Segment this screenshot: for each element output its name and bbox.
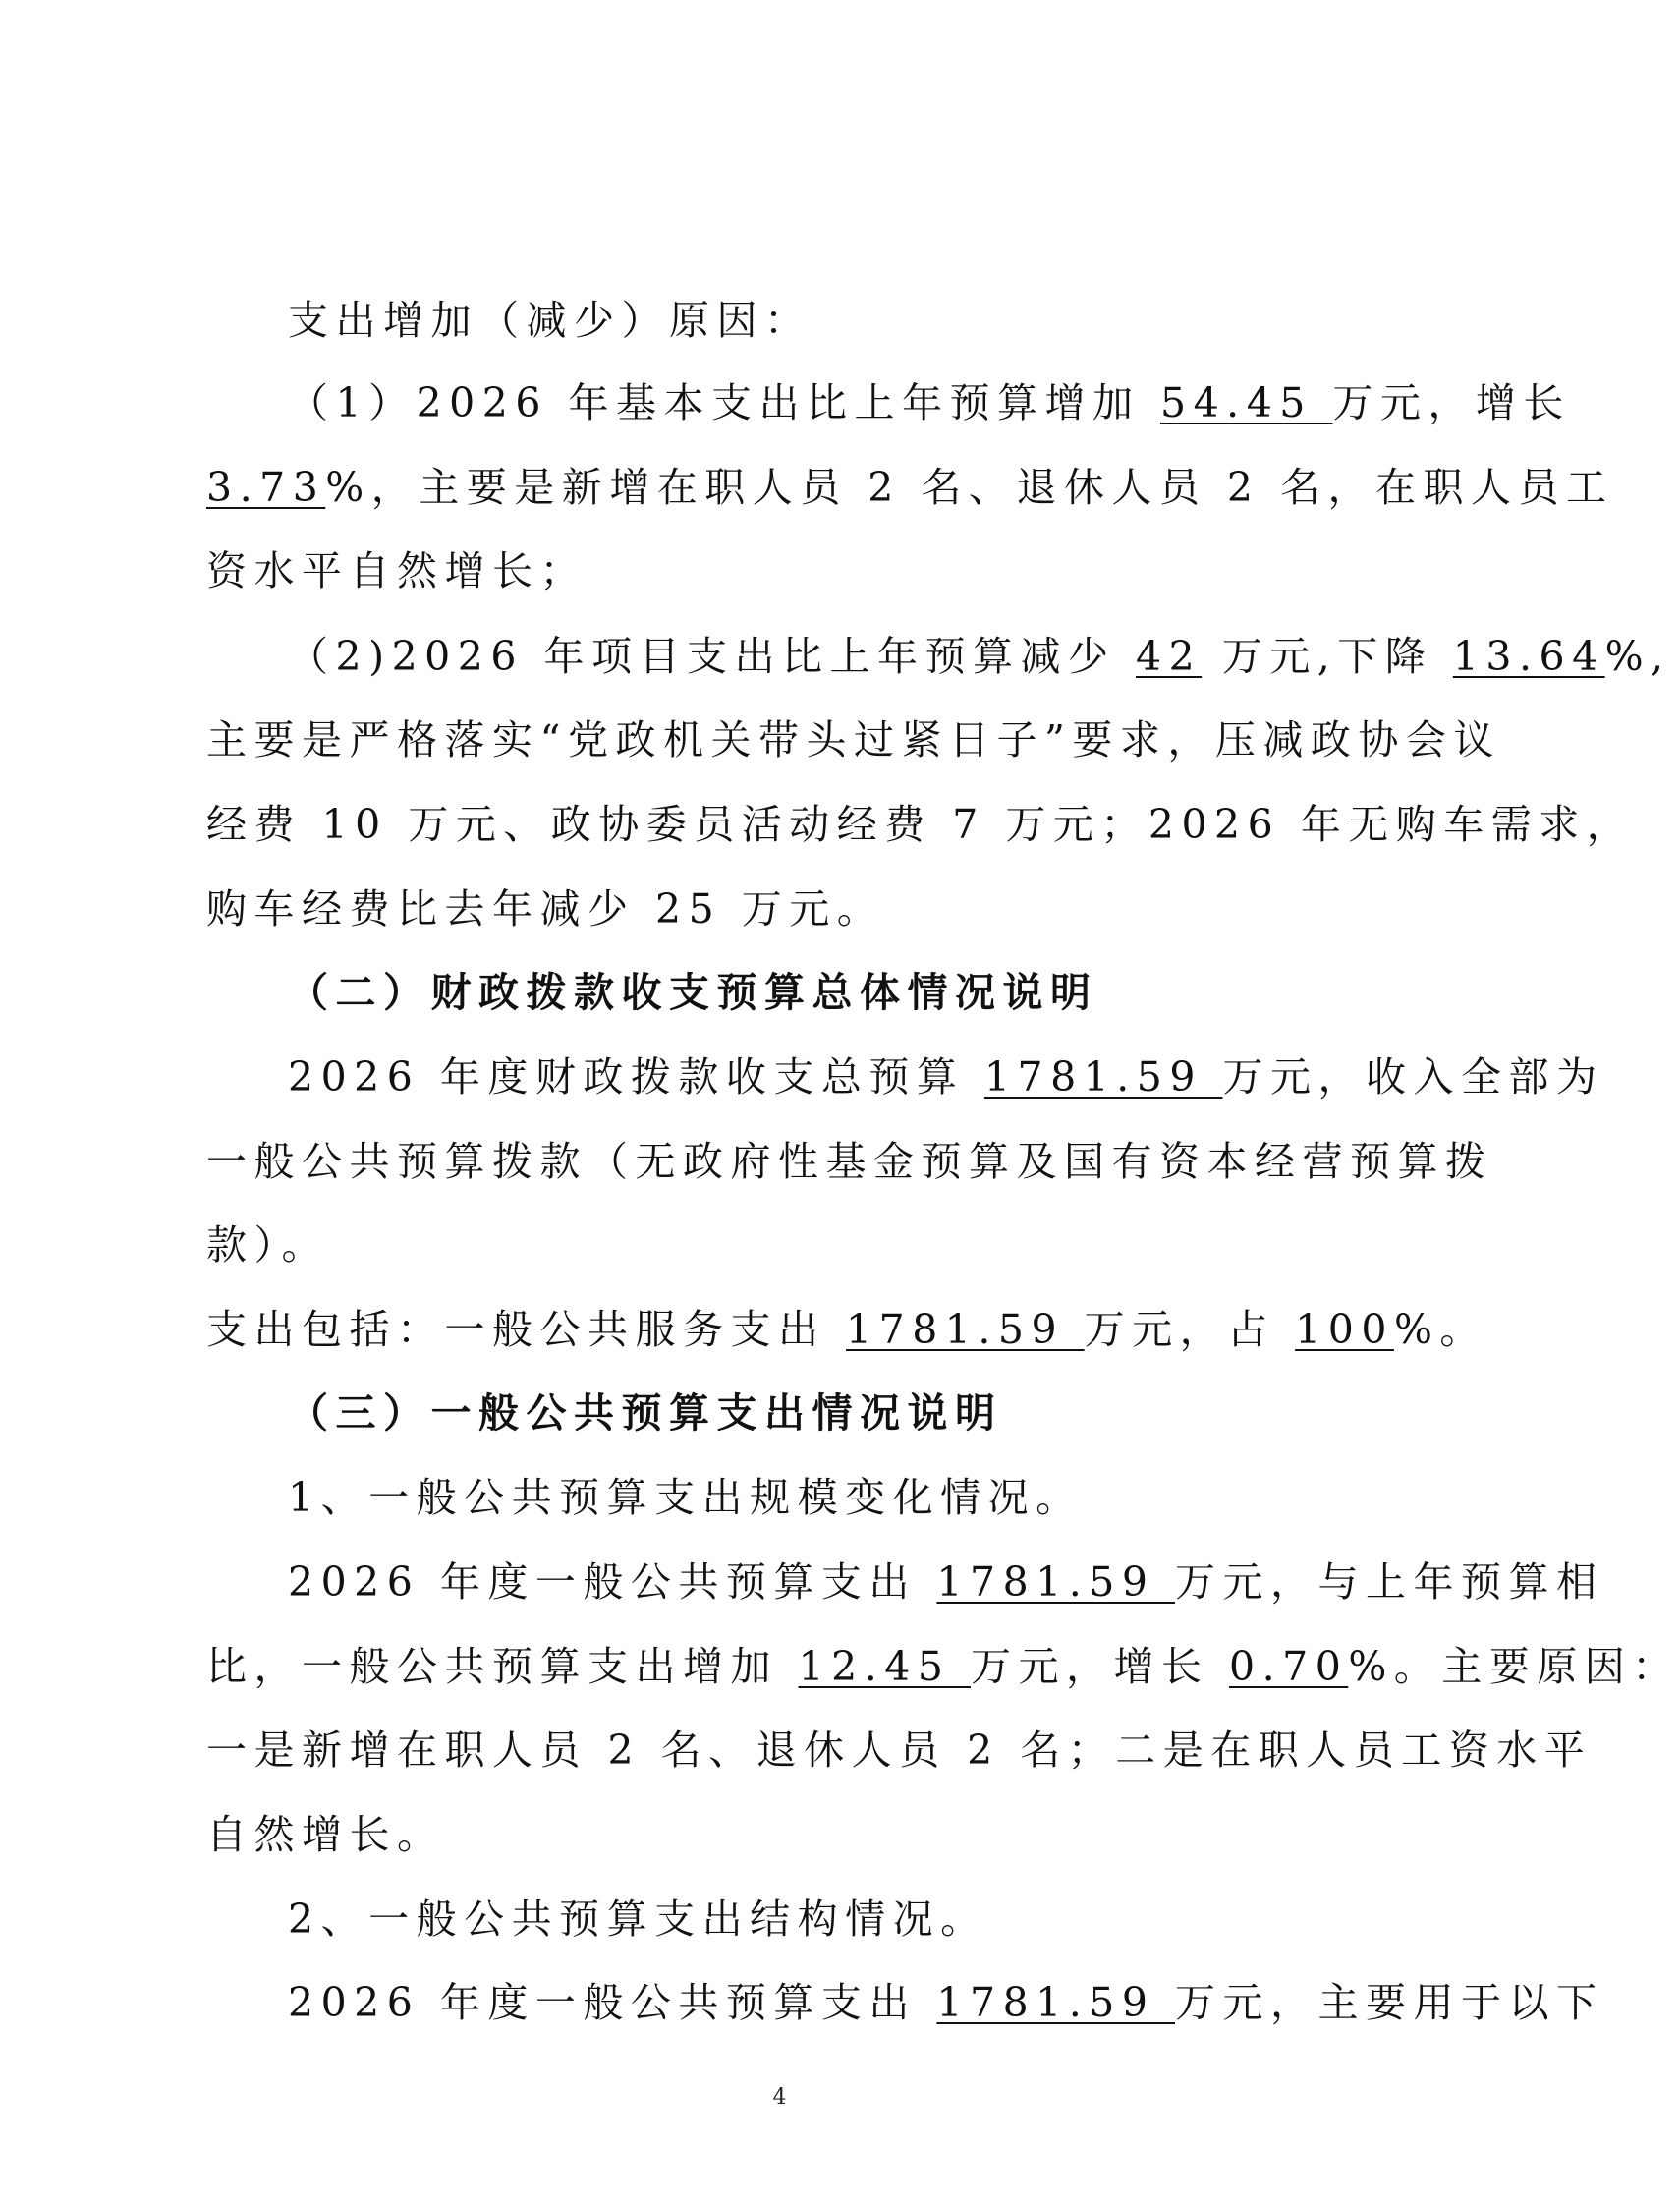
underlined-value: 42 — [1136, 633, 1203, 680]
paragraph-line — [206, 712, 1501, 767]
text: 万元，增长 — [970, 1643, 1230, 1690]
underlined-value: 12.45 — [798, 1643, 971, 1690]
heading-text: （三）一般公共预算支出情况说明 — [288, 1389, 1003, 1437]
paragraph-line — [206, 543, 1366, 598]
underlined-value: 100 — [1295, 1306, 1394, 1353]
underlined-value: 1781.59 — [846, 1306, 1085, 1353]
paragraph-line — [288, 1892, 1447, 1947]
text: 万元，收入全部为 — [1222, 1053, 1604, 1101]
text: 一是新增在职人员 2 名、退休人员 2 名；二是在职人员工资水平 — [206, 1726, 1593, 1774]
text: 比，一般公共预算支出增加 — [206, 1643, 799, 1690]
text: 万元，主要用于以下 — [1174, 1979, 1604, 2026]
paragraph-line — [206, 1302, 1487, 1357]
text: 一般公共预算拨款（无政府性基金预算及国有资本经营预算拨 — [206, 1138, 1493, 1185]
paragraph-line — [206, 1807, 1366, 1862]
text: （1）2026 年基本支出比上年预算增加 — [288, 379, 1160, 426]
text: 2026 年度财政拨款收支总预算 — [288, 1053, 984, 1101]
text: %, — [1604, 633, 1671, 680]
paragraph-line — [206, 1639, 1680, 1694]
text: 万元，占 — [1084, 1306, 1296, 1353]
text: %。 — [1393, 1306, 1487, 1353]
text: 2026 年度一般公共预算支出 — [288, 1558, 937, 1606]
paragraph-line — [206, 460, 1614, 515]
paragraph-line — [288, 629, 1671, 684]
paragraph-line — [288, 375, 1571, 430]
text: 支出增加（减少）原因： — [288, 297, 812, 344]
text: 购车经费比去年减少 25 万元。 — [206, 885, 885, 933]
text: 万元，增长 — [1332, 379, 1571, 426]
paragraph-line — [206, 797, 1635, 852]
paragraph-line — [206, 1134, 1493, 1189]
text: 支出包括：一般公共服务支出 — [206, 1306, 847, 1353]
section-heading — [288, 1386, 1447, 1441]
text: 经费 10 万元、政协委员活动经费 7 万元；2026 年无购车需求， — [206, 801, 1635, 848]
paragraph-line — [206, 1217, 1366, 1273]
text: 万元，与上年预算相 — [1174, 1558, 1604, 1606]
paragraph-line — [288, 1555, 1604, 1610]
text: 1、一般公共预算支出规模变化情况。 — [288, 1474, 1084, 1521]
page-number: 4 — [772, 2085, 787, 2110]
text: 万元,下降 — [1202, 633, 1453, 680]
text: 2、一般公共预算支出结构情况。 — [288, 1895, 988, 1943]
section-heading — [288, 965, 1447, 1020]
text: 自然增长。 — [206, 1811, 445, 1858]
underlined-value: 54.45 — [1160, 379, 1333, 426]
paragraph-line — [288, 293, 1447, 348]
underlined-value: 0.70 — [1229, 1643, 1349, 1690]
text: 资水平自然增长； — [206, 547, 588, 594]
text: %。主要原因： — [1348, 1643, 1680, 1690]
underlined-value: 1781.59 — [983, 1053, 1223, 1101]
underlined-value: 13.64 — [1452, 633, 1605, 680]
paragraph-line — [206, 1723, 1593, 1778]
underlined-value: 1781.59 — [936, 1979, 1175, 2026]
text: 主要是严格落实“党政机关带头过紧日子”要求，压减政协会议 — [206, 716, 1501, 764]
paragraph-line — [288, 1049, 1604, 1104]
underlined-value: 1781.59 — [936, 1558, 1175, 1606]
paragraph-line — [288, 1975, 1604, 2030]
text: （2)2026 年项目支出比上年预算减少 — [288, 633, 1136, 680]
text: %，主要是新增在职人员 2 名、退休人员 2 名，在职人员工 — [325, 464, 1614, 511]
text: 款）。 — [206, 1221, 329, 1269]
paragraph-line — [288, 1470, 1447, 1525]
heading-text: （二）财政拨款收支预算总体情况说明 — [288, 969, 1098, 1016]
underlined-value: 3.73 — [206, 464, 326, 511]
text: 2026 年度一般公共预算支出 — [288, 1979, 937, 2026]
paragraph-line — [206, 881, 1366, 936]
